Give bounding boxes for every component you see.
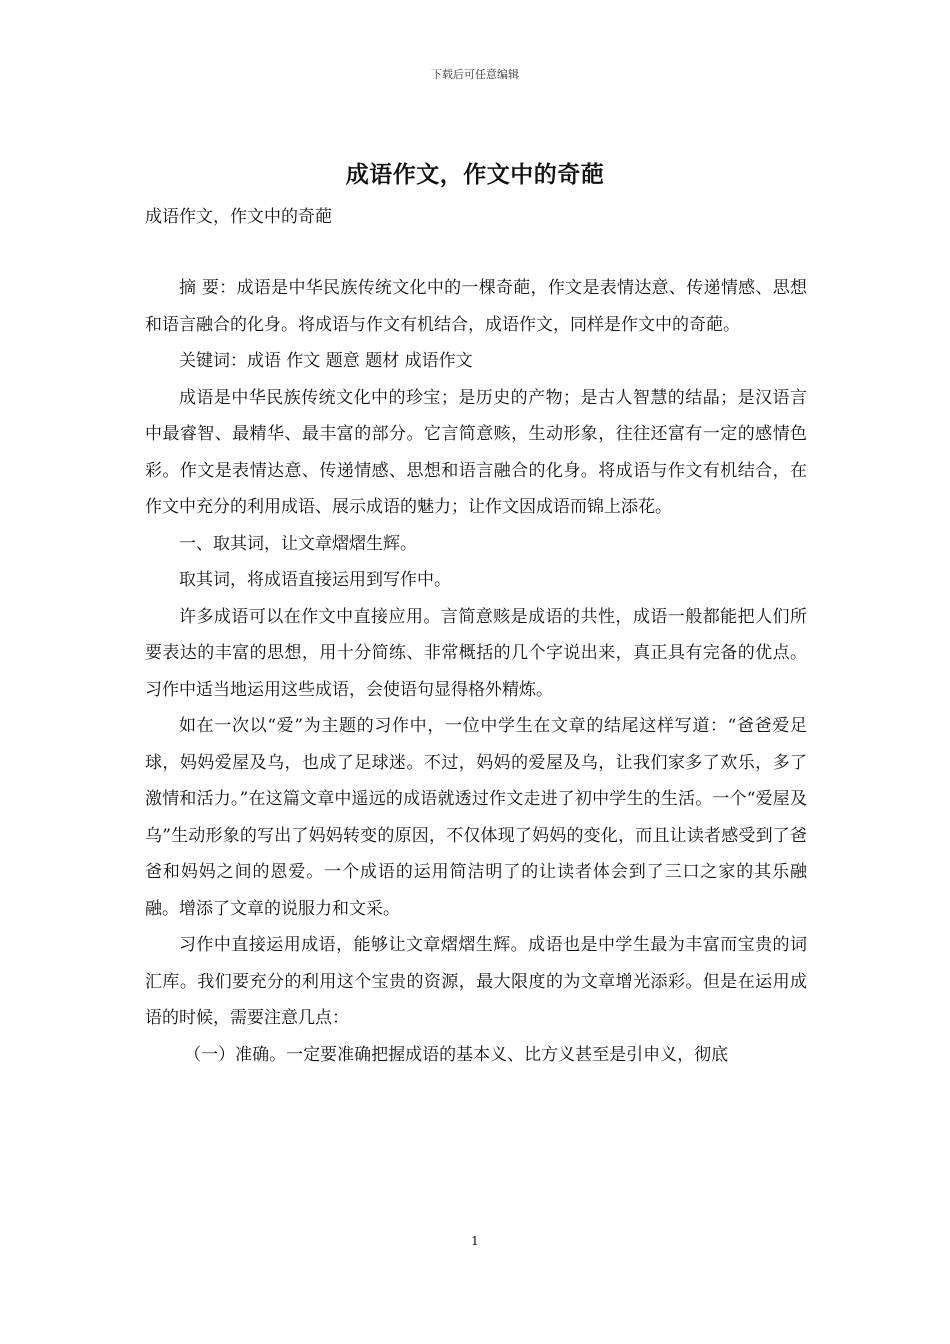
body-paragraph: 许多成语可以在作文中直接应用。言简意赅是成语的共性，成语一般都能把人们所要表达的丰富的思想，用十分简练、非常概括的几个字说出来，真正具有完备的优点。习作中适当地运用这些成语，会使语句显得格外精炼。 xyxy=(145,606,807,700)
subsection-heading-1: （一）准确。一定要准确把握成语的基本义、比方义甚至是引申义，彻底 xyxy=(184,1044,729,1065)
example-paragraph: 如在一次以“爱”为主题的习作中，一位中学生在文章的结尾这样写道：“爸爸爱足球，妈妈爱屋及乌，也成了足球迷。不过，妈妈的爱屋及乌，让我们家多了欢乐，多了激情和活力。”在这篇文章中遥远的成语就透过作文走进了初中学生的生活。一个“爱屋及乌”生动形象的写出了妈妈转变的原因，不仅体现了妈妈的变化，而且让读者感受到了爸爸和妈妈之间的恩爱。一个成语的运用简洁明了的让读者体会到了三口之家的其乐融融。增添了文章的说服力和文采。 xyxy=(145,716,807,919)
abstract-paragraph: 摘 要：成语是中华民族传统文化中的一棵奇葩，作文是表情达意、传递情感、思想和语言融合的化身。将成语与作文有机结合，成语作文，同样是作文中的奇葩。 xyxy=(145,278,807,335)
document-title: 成语作文，作文中的奇葩 xyxy=(345,161,605,188)
page-number: 1 xyxy=(471,1234,479,1248)
intro-paragraph: 成语是中华民族传统文化中的珍宝；是历史的产物；是古人智慧的结晶；是汉语言中最睿智、最精华、最丰富的部分。它言简意赅，生动形象，往往还富有一定的感情色彩。作文是表情达意、传递情感、思想和语言融合的化身。将成语与作文有机结合，在作文中充分的利用成语、展示成语的魅力；让作文因成语而锦上添花。 xyxy=(145,387,807,517)
keywords-paragraph: 关键词：成语 作文 题意 题材 成语作文 xyxy=(179,351,473,371)
section-heading-1: 一、取其词，让文章熠熠生辉。 xyxy=(179,533,417,554)
body-paragraph: 习作中直接运用成语，能够让文章熠熠生辉。成语也是中学生最为丰富而宝贵的词汇库。我们要充分的利用这个宝贵的资源，最大限度的为文章增光添彩。但是在运用成语的时候，需要注意几点： xyxy=(145,935,807,1028)
page-header-note: 下载后可任意编辑 xyxy=(431,68,519,81)
section-lead-paragraph: 取其词，将成语直接运用到写作中。 xyxy=(179,570,451,590)
body-text xyxy=(145,270,807,1073)
document-subtitle: 成语作文，作文中的奇葩 xyxy=(145,207,332,227)
